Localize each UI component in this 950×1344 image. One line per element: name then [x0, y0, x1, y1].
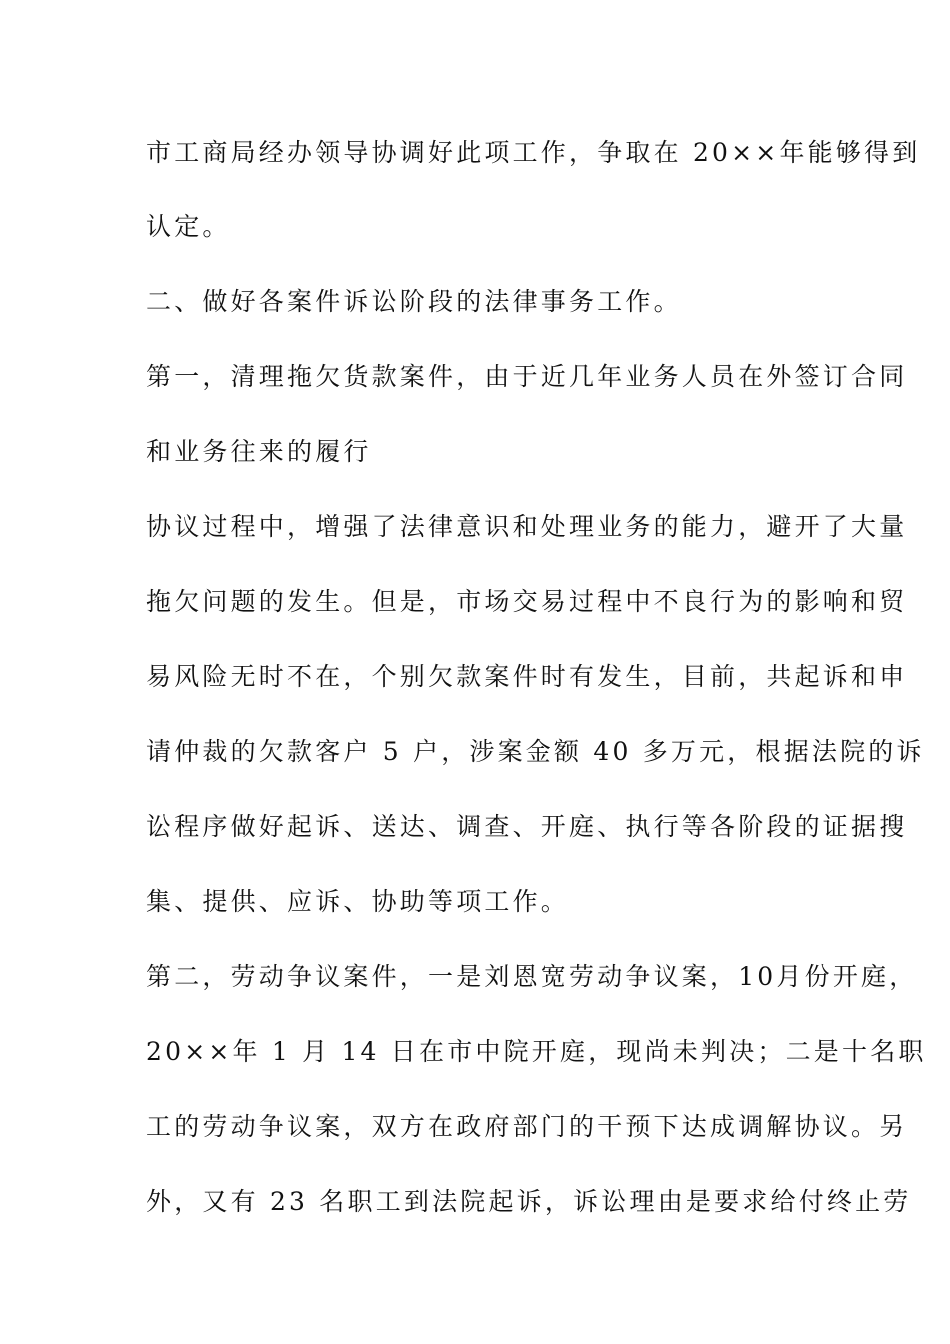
text-line: 集、提供、应诉、协助等项工作。	[146, 887, 570, 916]
text-line: 认定。	[146, 212, 231, 241]
text-line: 工的劳动争议案，双方在政府部门的干预下达成调解协议。另	[146, 1112, 908, 1141]
text-line: 讼程序做好起诉、送达、调查、开庭、执行等各阶段的证据搜	[146, 812, 908, 841]
text-line: 拖欠问题的发生。但是，市场交易过程中不良行为的影响和贸	[146, 587, 908, 616]
text-line: 20××年 1 月 14 日在市中院开庭，现尚未判决；二是十名职	[146, 1037, 927, 1066]
section-heading: 二、做好各案件诉讼阶段的法律事务工作。	[146, 287, 682, 316]
text-line: 协议过程中，增强了法律意识和处理业务的能力，避开了大量	[146, 512, 908, 541]
text-line: 第一，清理拖欠货款案件，由于近几年业务人员在外签订合同	[146, 362, 908, 391]
text-line: 请仲裁的欠款客户 5 户，涉案金额 40 多万元，根据法院的诉	[146, 737, 925, 766]
text-line: 易风险无时不在，个别欠款案件时有发生，目前，共起诉和申	[146, 662, 908, 691]
text-line: 市工商局经办领导协调好此项工作，争取在 20××年能够得到	[146, 138, 921, 167]
text-line: 第二，劳动争议案件，一是刘恩宽劳动争议案，10月份开庭，	[146, 962, 918, 991]
text-line: 和业务往来的履行	[146, 437, 372, 466]
text-line: 外，又有 23 名职工到法院起诉，诉讼理由是要求给付终止劳	[146, 1187, 912, 1216]
